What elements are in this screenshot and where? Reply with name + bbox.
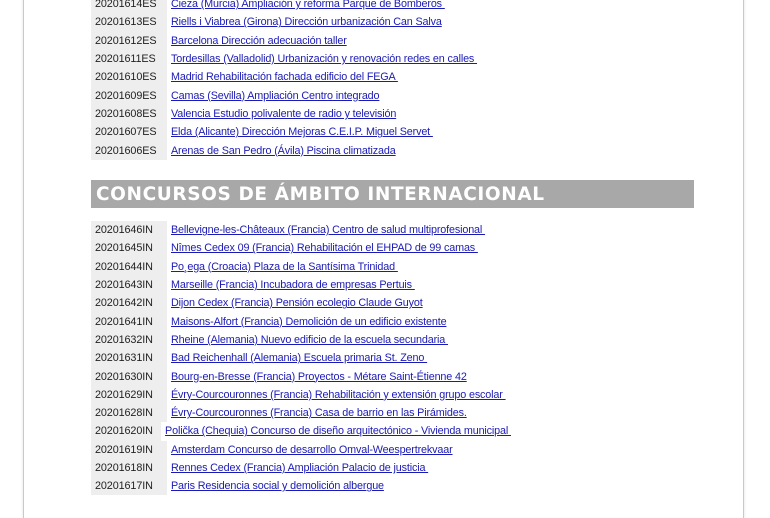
competition-link[interactable]: Rheine (Alemania) Nuevo edificio de la escuela secundaria bbox=[171, 333, 448, 346]
list-item bbox=[91, 312, 511, 330]
competition-link[interactable]: Amsterdam Concurso de desarrollo Omval-Weespertrekvaar bbox=[171, 443, 453, 456]
competition-link[interactable]: Riells i Viabrea (Girona) Dirección urbanización Can Salva bbox=[171, 16, 442, 29]
competition-code: 20201610ES bbox=[91, 68, 167, 86]
competition-code: 20201614ES bbox=[91, 0, 167, 13]
competition-code: 20201646IN bbox=[91, 221, 167, 239]
competition-link[interactable]: Dijon Cedex (Francia) Pensión ecolegio Claude Guyot bbox=[171, 297, 423, 310]
competition-link[interactable]: Rennes Cedex (Francia) Ampliación Palacio de justicia bbox=[171, 462, 429, 474]
list-item bbox=[91, 13, 511, 31]
competition-link[interactable]: Nîmes Cedex 09 (Francia) Rehabilitación el EHPAD de 99 camas bbox=[171, 242, 478, 255]
list-item bbox=[91, 105, 511, 123]
list-item bbox=[91, 404, 511, 422]
list-item bbox=[91, 331, 511, 349]
list-item bbox=[91, 0, 511, 13]
competition-code: 20201608ES bbox=[91, 105, 167, 123]
competition-code: 20201645IN bbox=[91, 239, 167, 257]
list-item bbox=[91, 68, 511, 86]
competition-link[interactable]: Bad Reichenhall (Alemania) Escuela primaria St. Zeno bbox=[171, 352, 428, 365]
list-item bbox=[91, 239, 511, 257]
competition-link[interactable]: Polička (Chequia) Concurso de diseño arquitectónico - Vivienda municipal bbox=[165, 425, 511, 438]
national-competition-list bbox=[91, 0, 511, 160]
competition-code: 20201631IN bbox=[91, 349, 167, 367]
list-item bbox=[91, 86, 511, 104]
competition-link[interactable]: Valencia Estudio polivalente de radio y televisión bbox=[171, 107, 397, 120]
competition-code: 20201641IN bbox=[91, 312, 167, 330]
competition-code: 20201629IN bbox=[91, 386, 167, 404]
competition-code: 20201628IN bbox=[91, 404, 167, 422]
competition-code: 20201618IN bbox=[91, 459, 167, 477]
competition-link[interactable]: Bellevigne-les-Châteaux (Francia) Centro de salud multiprofesional bbox=[171, 224, 486, 237]
competition-code: 20201609ES bbox=[91, 86, 167, 104]
list-item bbox=[91, 422, 511, 440]
competition-link[interactable]: Bourg-en-Bresse (Francia) Proyectos - Métare Saint-Étienne 42 bbox=[171, 370, 467, 383]
competition-link[interactable]: Elda (Alicante) Dirección Mejoras C.E.I.P. Miguel Servet bbox=[171, 126, 433, 139]
competition-code: 20201619IN bbox=[91, 441, 167, 459]
competition-link[interactable]: Cieza (Murcia) Ampliación y reforma Parque de Bomberos bbox=[171, 0, 445, 11]
competition-code: 20201642IN bbox=[91, 294, 167, 312]
section-heading-international: CONCURSOS DE ÁMBITO INTERNACIONAL bbox=[91, 180, 694, 208]
list-item bbox=[91, 367, 511, 385]
competition-code: 20201643IN bbox=[91, 276, 167, 294]
competition-code: 20201644IN bbox=[91, 258, 167, 276]
competition-link[interactable]: Tordesillas (Valladolid) Urbanización y renovación redes en calles bbox=[171, 53, 478, 66]
competition-link[interactable]: Marseille (Francia) Incubadora de empresas Pertuis bbox=[171, 279, 415, 292]
list-item bbox=[91, 294, 511, 312]
list-item bbox=[91, 221, 511, 239]
list-item bbox=[91, 349, 511, 367]
list-item bbox=[91, 50, 511, 68]
competition-link[interactable]: Camas (Sevilla) Ampliación Centro integrado bbox=[171, 89, 380, 102]
competition-link[interactable]: Évry-Courcouronnes (Francia) Rehabilitación y extensión grupo escolar bbox=[171, 388, 506, 401]
competition-code: 20201611ES bbox=[91, 50, 167, 68]
competition-link[interactable]: Madrid Rehabilitación fachada edificio del FEGA bbox=[171, 71, 398, 84]
competition-code: 20201613ES bbox=[91, 13, 167, 31]
competition-code: 20201606ES bbox=[91, 141, 167, 159]
competition-code: 20201617IN bbox=[91, 477, 167, 495]
competition-code: 20201632IN bbox=[91, 331, 167, 349]
list-item bbox=[91, 441, 511, 459]
list-item bbox=[91, 276, 511, 294]
international-competition-list bbox=[91, 221, 511, 495]
competition-link[interactable]: Paris Residencia social y demolición albergue bbox=[171, 480, 384, 493]
list-item bbox=[91, 258, 511, 276]
competition-code: 20201630IN bbox=[91, 367, 167, 385]
list-item bbox=[91, 386, 511, 404]
list-item bbox=[91, 459, 511, 477]
competition-link[interactable]: Maisons-Alfort (Francia) Demolición de un edificio existente bbox=[171, 315, 447, 328]
competition-link[interactable]: Po¸ega (Croacia) Plaza de la Santísima Trinidad bbox=[171, 260, 398, 273]
competition-link[interactable]: Arenas de San Pedro (Ávila) Piscina climatizada bbox=[171, 144, 396, 157]
competition-code: 20201612ES bbox=[91, 32, 167, 50]
list-item bbox=[91, 123, 511, 141]
competition-link[interactable]: Barcelona Dirección adecuación taller bbox=[171, 34, 347, 47]
list-item bbox=[91, 477, 511, 495]
competition-code: 20201607ES bbox=[91, 123, 167, 141]
competition-link[interactable]: Évry-Courcouronnes (Francia) Casa de barrio en las Pirámides. bbox=[171, 407, 467, 420]
list-item bbox=[91, 141, 511, 159]
competition-code: 20201620IN bbox=[91, 422, 161, 440]
list-item bbox=[91, 32, 511, 50]
